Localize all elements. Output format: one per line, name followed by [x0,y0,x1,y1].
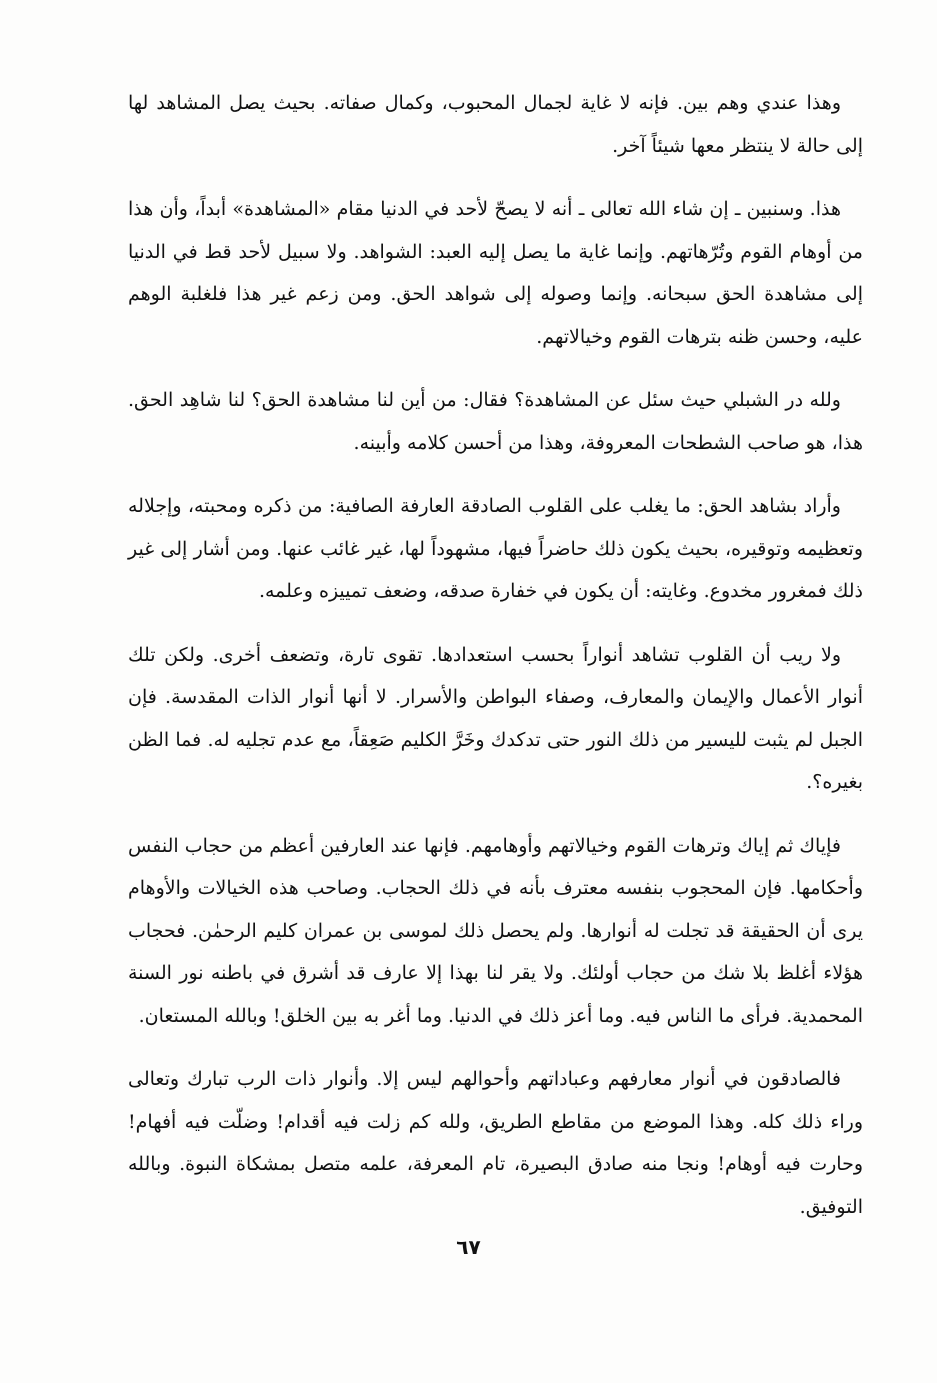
paragraph-1: وهذا عندي وهم بين. فإنه لا غاية لجمال المحبوب، وكمال صفاته. بحيث يصل المشاهد لها إلى حالة لا ينتظر معها شيئاً آخر. [128,92,863,157]
paragraph-7: فالصادقون في أنوار معارفهم وعباداتهم وأحوالهم ليس إلا. وأنوار ذات الرب تبارك وتعالى وراء ذلك كله. وهذا الموضع من مقاطع الطريق، ولله كم زلت فيه أقدام! وضلّت فيه أفهام! وحارت فيه أوهام! ونجا منه صادق البصيرة، تام المعرفة، علمه متصل بمشكاة النبوة. وبالله التوفيق. [128,1068,863,1218]
paragraph-6: فإياك ثم إياك وترهات القوم وخيالاتهم وأوهامهم. فإنها عند العارفين أعظم من حجاب النفس وأحكامها. فإن المحجوب بنفسه معترف بأنه في ذلك الحجاب. وصاحب هذه الخيالات والأوهام يرى أن الحقيقة قد تجلت له أنوارها. ولم يحصل ذلك لموسى بن عمران كليم الرحمٰن. فحجاب هؤلاء أغلظ بلا شك من حجاب أولئك. ولا يقر لنا بهذا إلا عارف قد أشرق في باطنه نور السنة المحمدية. فرأى ما الناس فيه. وما أعز ذلك في الدنيا. وما أغر به بين الخلق! وبالله المستعان. [128,834,863,1027]
paragraph-4: وأراد بشاهد الحق: ما يغلب على القلوب الصادقة العارفة الصافية: من ذكره ومحبته، وإجلاله وتعظيمه وتوقيره، بحيث يكون ذلك حاضراً فيها، مشهوداً لها، غير غائب عنها. ومن أشار إلى غير ذلك فمغرور مخدوع. وغايته: أن يكون في خفارة صدقه، وضعف تمييزه وعلمه. [128,495,863,602]
paragraph-5: ولا ريب أن القلوب تشاهد أنواراً بحسب استعدادها. تقوى تارة، وتضعف أخرى. ولكن تلك أنوار الأعمال والإيمان والمعارف، وصفاء البواطن والأسرار. لا أنها أنوار الذات المقدسة. فإن الجبل لم يثبت لليسير من ذلك النور حتى تدكدك وخَرَّ الكليم صَعِقاً، مع عدم تجليه له. فما الظن بغيره؟. [128,643,863,793]
paragraph-3: ولله در الشبلي حيث سئل عن المشاهدة؟ فقال: من أين لنا مشاهدة الحق؟ لنا شاهِد الحق. هذا، هو صاحب الشطحات المعروفة، وهذا من أحسن كلامه وأبينه. [128,389,863,454]
page-number: ٦٧ [456,1235,481,1259]
body-text [128,82,863,1249]
paragraph-2: هذا. وسنبين ـ إن شاء الله تعالى ـ أنه لا يصحّ لأحد في الدنيا مقام «المشاهدة» أبداً، وأن هذا من أوهام القوم وتُرّهاتهم. وإنما غاية ما يصل إليه العبد: الشواهد. ولا سبيل لأحد قط في الدنيا إلى مشاهدة الحق سبحانه. وإنما وصوله إلى شواهد الحق. ومن زعم غير هذا فلغلبة الوهم عليه، وحسن ظنه بترهات القوم وخيالاتهم. [128,198,863,348]
